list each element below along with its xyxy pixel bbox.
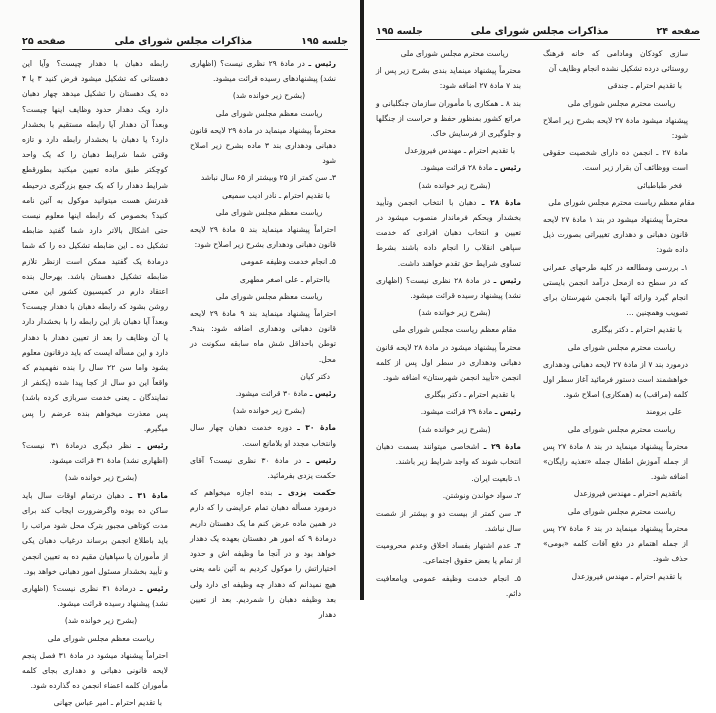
running-title: مذاکرات مجلس شورای ملی: [470, 26, 609, 37]
paragraph-text: در مادهٔ ۲۸ نظری نیست؟ (اظهاری نشد) پیشنهاد رسیده قرائت میشود.: [376, 275, 521, 301]
signature-line: با تقدیم احترام ـ نادر ادیب سمیعی: [222, 190, 330, 200]
speaker-paragraph: [22, 488, 180, 579]
paragraph-text: بنده اجازه میخواهم که درمورد مسأله دهبان تمام عرایضی را که دارم در همین ماده عرض کنم ما یک دهستان داریم درمادهٔ ۹ که امور هر دهستان بعهده یک دهدار خواهد بود و در آنجا ما وظیفه اش و حدود اختیاراتش را موکول کردیم به آئین نامه یعنی هیچ نمیدانم که دهدار چه وظیفه ای دارد ولی بعد وظیفه دهبان را شمردیم. بعد از تعیین دهدار: [190, 488, 336, 619]
speaker-label: رئیس ـ: [494, 163, 521, 173]
centered-line: (بشرح زیر خوانده شد): [418, 308, 491, 318]
paragraph: درمورد بند ۷ از مادهٔ ۲۷ لایحه دهبانی ودهداری خواهشمند است دستور فرمائید آغاز سطر اول کلمه (مراقب) به (همکاری) اصلاح شود.: [543, 359, 688, 400]
signature-line: بااحترام ـ علی اصغر مطهری: [239, 274, 330, 284]
signature-line: علی برومند: [645, 407, 682, 417]
right-page-columns: [376, 46, 700, 603]
speaker-label: رئیس ـ: [137, 441, 168, 451]
column-left: [376, 46, 533, 603]
paragraph-text: نظر دیگری درمادهٔ ۳۱ نیست؟ (اظهاری نشد) مادهٔ ۳۱ قرائت میشود.: [22, 441, 168, 466]
paragraph: احتراماً پیشنهاد مینماید بند ۹ مادهٔ ۲۹ لایحه قانون دهبانی ودهداری اضافه شود: بند۹ـ توطن باحداقل شش ماه سابقه سکونت در محل.: [190, 309, 336, 364]
right-page-header: [376, 26, 700, 40]
speaker-paragraph: [376, 273, 533, 303]
centered-line: (بشرح زیر خوانده شد): [232, 91, 306, 101]
speaker-paragraph: [190, 453, 348, 483]
paragraph: محترماً پیشنهاد مینماید در مادهٔ ۲۹ لایحه قانون دهبانی ودهداری بند ۳ ماده بشرح زیر اصلاح شود: [190, 125, 336, 166]
speaker-label: رئیس ـ: [139, 583, 168, 593]
centered-line: مقام معظم ریاست مجلس شورای ملی: [392, 325, 517, 335]
centered-line: ریاست محترم مجلس شورای ملی: [567, 506, 676, 516]
paragraph: ۱ـ تابعیت ایران.: [471, 474, 521, 484]
column-right: [190, 56, 348, 713]
centered-line: ریاست محترم مجلس شورای ملی: [400, 49, 509, 58]
centered-line: (بشرح زیر خوانده شد): [418, 180, 491, 190]
centered-line: (بشرح زیر خوانده شد): [64, 473, 138, 483]
paragraph: رابطه دهبان با دهدار چیست؟ وآیا این دهستانی که تشکیل میشود فرض کنید ۳ یا ۴ ده یک دهستان را تشکیل میدهد چهار دهبان دارد ویک دهدار حدود وظایف اینها چیست؟ وبعداً آن دهدار آیا رابطه مستقیم با بخشدار دارد؟ یا دهبان با بخشدار رابطه دارد و تازه وقتی شما شرایط دهبان را که یک واحد کوچکتر طبق ماده تعیین میکنید بطورقطع شرایط دهدار را که یک جمع بزرگتری درحیطه قدرتش هست میتوانید موکول به آئین نامه کنید؟ بخصوص که رابطه اینها معلوم نیست حتی اشکال بالاتر دارد شما گفتید ضابطه تشکیل ده ـ این ضابطه تشکیل ده را که شما درمادهٔ یک گفتید ممکن است ازنظر تلازم ضابطه تشکیل دهستان باشد. بهرحال بنده اعتقاد دارم در کمیسیون کشور این معنی روشن بشود که رابطه دهبان با دهدار چیست؟ وبعداً آیا دهبان باز این رابطه را با بخشدار دارد یا آن وظایف را بعد از تعیین دهدار با دهدار دارد و این مسأله ایست که باید درقانون معلوم بشود واما سن ۲۲ سال را بنده نفهمیدم که واقعاً این دو سال از کجا پیدا شده (یکنفر از نمایندگان ـ یعنی خدمت سربازی کرده باشد) پس معذرت میخواهم بنده عرضم را پس میگیرم.: [22, 59, 169, 433]
paragraph: احتراماً پیشنهاد مینماید بند ۵ مادهٔ ۲۹ لایحه قانون دهبانی ودهداری بشرح زیر اصلاح شود:: [190, 225, 336, 250]
speaker-label: رئیس ـ: [306, 455, 336, 465]
paragraph: احتراماً پیشنهاد میشود در مادهٔ ۳۱ فصل پنجم لایحه قانونی دهبانی و دهداری بجای کلمه مأموران کلمه اعضاء انجمن ده گذارده شود.: [22, 650, 168, 691]
paragraph-text: دهبان درتمام اوقات سال باید ساکن ده بوده واگرضرورت ایجاب کند برای مدت کوتاهی مجبور بترک محل شود مراتب را باید باطلاع انجمن برساند درغیاب دهبان یکی از مأموران یا سپاهیان مقیم ده به تعیین انجمن و تأیید بخشدار مسئول امور دهبانی خواهد بود.: [22, 490, 168, 576]
column-left: [22, 56, 180, 713]
centered-line: ریاست معظم مجلس شورای ملی: [47, 633, 155, 643]
paragraph: ۱ـ بررسی ومطالعه در کلیه طرحهای عمرانی که در سطح ده ازمحل درآمد انجمن بایستی انجام گیرد وارائه آنها بانجمن شهرستان برای تصویب وهمچنین ...: [543, 262, 688, 318]
paragraph: سازی کودکان ومادامی که خانه فرهنگ روستائی درده تشکیل نشده انجام وظایف آن: [543, 49, 688, 74]
signature-line: با تقدیم احترام ـ امیر عباس جهانی: [53, 698, 162, 708]
running-title: مذاکرات مجلس شورای ملی: [114, 36, 253, 47]
paragraph-text: مادهٔ ۲۹ قرائت میشود.: [420, 407, 493, 417]
centered-line: (بشرح زیر خوانده شد): [232, 406, 306, 416]
paragraph-text: در مادهٔ ۳۰ نظری نیست؟ آقای حکمت یزدی بفرمائید.: [190, 455, 336, 481]
left-page-header: [22, 36, 348, 50]
speaker-paragraph: [376, 439, 533, 469]
signature-line: با تقدیم احترام ـ جندقی: [607, 81, 682, 91]
right-page: [364, 0, 716, 600]
signature-line: باتقدیم احترام ـ مهندس فیروزعدل: [573, 489, 682, 499]
left-page-columns: [22, 56, 348, 713]
centered-line: ریاست محترم مجلس شورای ملی: [567, 424, 676, 434]
paragraph-text: دوره خدمت دهبان چهار سال وانتخاب مجدد او بلامانع است.: [190, 423, 336, 448]
paragraph-text: دهبان با انتخاب انجمن وتأیید بخشدار وبحکم فرماندار منصوب میشود در تعیین و انتخاب دهبان افرادی که خدمت سپاهی انقلاب را انجام داده باشند بشرط تساوی شرایط حق تقدم خواهند داشت.: [376, 197, 521, 268]
page-number: صفحه ۲۵: [22, 36, 66, 47]
signature-line: با تقدیم احترام ـ دکتر بیگلری: [591, 325, 682, 335]
signature-line: فخر طباطبائی: [637, 180, 682, 190]
signature-line: با تقدیم احترام ـ مهندس فیروزعدل: [571, 571, 682, 581]
paragraph: ۲ـ سواد خواندن ونوشتن.: [442, 491, 521, 501]
speaker-paragraph: [190, 56, 348, 86]
speaker-paragraph: [376, 160, 533, 175]
session-label: جلسه ۱۹۵: [301, 36, 348, 47]
speaker-paragraph: [22, 438, 180, 468]
paragraph: محترماً پیشنهاد مینماید در بند ۶ مادهٔ ۲۷ پس از جمله اهتمام در دفع آفات کلمه «بومی» حذف شود.: [543, 523, 688, 564]
paragraph: ۵ـ انجام خدمت وظیفه عمومی: [240, 257, 336, 267]
speaker-paragraph: [190, 420, 348, 450]
paragraph: ۳ـ سن کمتر از بیست دو و بیشتر از شصت سال نباشد.: [376, 508, 521, 533]
speaker-paragraph: [190, 386, 348, 401]
speaker-label: مادهٔ ۳۰ ـ: [297, 423, 336, 433]
speaker-label: مادهٔ ۲۹ ـ: [483, 441, 521, 451]
centered-line: ریاست محترم مجلس شورای ملی: [567, 98, 676, 108]
speaker-paragraph: [22, 581, 180, 611]
speaker-label: مادهٔ ۳۱ ـ: [129, 490, 168, 500]
paragraph: محترماً پیشنهاد مینماید بندی بشرح زیر پس از بند ۷ مادهٔ ۲۷ اضافه شود:: [376, 66, 521, 91]
paragraph: پیشنهاد میشود مادهٔ ۲۷ لایحه بشرح زیر اصلاح شود:: [543, 115, 688, 141]
paragraph: محترماً پیشنهاد مینماید در بند ۸ مادهٔ ۲۷ پس از جمله آموزش اطفال جمله «تغذیه رایگان» اضافه شود.: [543, 441, 688, 482]
paragraph: بند ۸ ـ همکاری با مأموران سازمان جنگلبانی و مراتع کشور بمنظور حفظ و حراست از جنگلها و جلوگیری از فرسایش خاک.: [376, 98, 522, 139]
centered-line: ریاست معظم مجلس شورای ملی: [215, 108, 323, 118]
paragraph: محترماً پیشنهاد میشود در بند ۱ مادهٔ ۲۷ لایحه قانون دهبانی و دهداری تغییراتی بصورت ذیل داده شود:: [543, 215, 688, 255]
paragraph: ۴ـ عدم اشتهار بفساد اخلاق وعدم محرومیت از تمام یا بعض حقوق اجتماعی.: [376, 541, 521, 566]
paragraph-text: درمادهٔ ۳۱ نظری نیست؟ (اظهاری نشد) پیشنهاد رسیده قرائت میشود.: [22, 583, 168, 609]
paragraph: محترماً پیشنهاد میشود در مادهٔ ۲۸ لایحه قانون دهبانی ودهداری در سطر اول پس از کلمه انجمن «تأیید انجمن شهرستان» اضافه شود.: [376, 342, 521, 383]
signature-line: با تقدیم احترام ـ مهندس فیروزعدل: [404, 146, 515, 156]
paragraph: ۵ـ انجام خدمت وظیفه عمومی ویامعافیت دائم.: [376, 573, 521, 598]
speaker-label: رئیس ـ: [493, 275, 521, 285]
paragraph-text: در مادهٔ ۲۹ نظری نیست؟ (اظهاری نشد) پیشنهادهای رسیده قرائت میشود.: [190, 59, 336, 84]
signature-line: دکتر کیان: [300, 371, 330, 381]
column-right: [543, 46, 700, 603]
paragraph: ۳ـ سن کمتر از ۲۵ وبیشتر از ۶۵ سال نباشد: [200, 173, 336, 183]
paragraph-text: اشخاصی میتوانند بسمت دهبان انتخاب شوند که واجد شرایط زیر باشند.: [376, 441, 521, 467]
centered-line: ریاست معظم مجلس شورای ملی: [215, 291, 323, 301]
paragraph: مادهٔ ۲۷ ـ انجمن ده دارای شخصیت حقوقی است ووظائف آن بقرار زیر است.: [543, 148, 689, 173]
centered-line: ریاست معظم مجلس شورای ملی: [215, 207, 323, 217]
centered-line: (بشرح زیر خوانده شد): [64, 616, 138, 626]
speaker-paragraph: [376, 404, 533, 419]
speaker-label: حکمت یزدی ـ: [278, 488, 336, 498]
paragraph-text: مادهٔ ۳۰ قرائت میشود.: [235, 389, 308, 399]
speaker-label: رئیس ـ: [308, 59, 336, 68]
speaker-paragraph: [376, 195, 533, 271]
paragraph-text: مادهٔ ۲۸ قرائت میشود.: [420, 163, 493, 173]
signature-line: با تقدیم احترام ـ دکتر بیگلری: [424, 390, 515, 400]
page-number: صفحه ۲۴: [656, 26, 700, 37]
speaker-label: رئیس ـ: [494, 407, 521, 417]
speaker-paragraph: [190, 485, 348, 622]
speaker-label: رئیس ـ: [309, 389, 336, 399]
centered-line: (بشرح زیر خوانده شد): [418, 424, 491, 434]
centered-line: مقام معظم ریاست محترم مجلس شورای ملی: [548, 197, 695, 207]
speaker-label: مادهٔ ۲۸ ـ: [481, 197, 521, 207]
centered-line: ریاست محترم مجلس شورای ملی: [567, 342, 676, 352]
session-label: جلسه ۱۹۵: [376, 26, 423, 37]
